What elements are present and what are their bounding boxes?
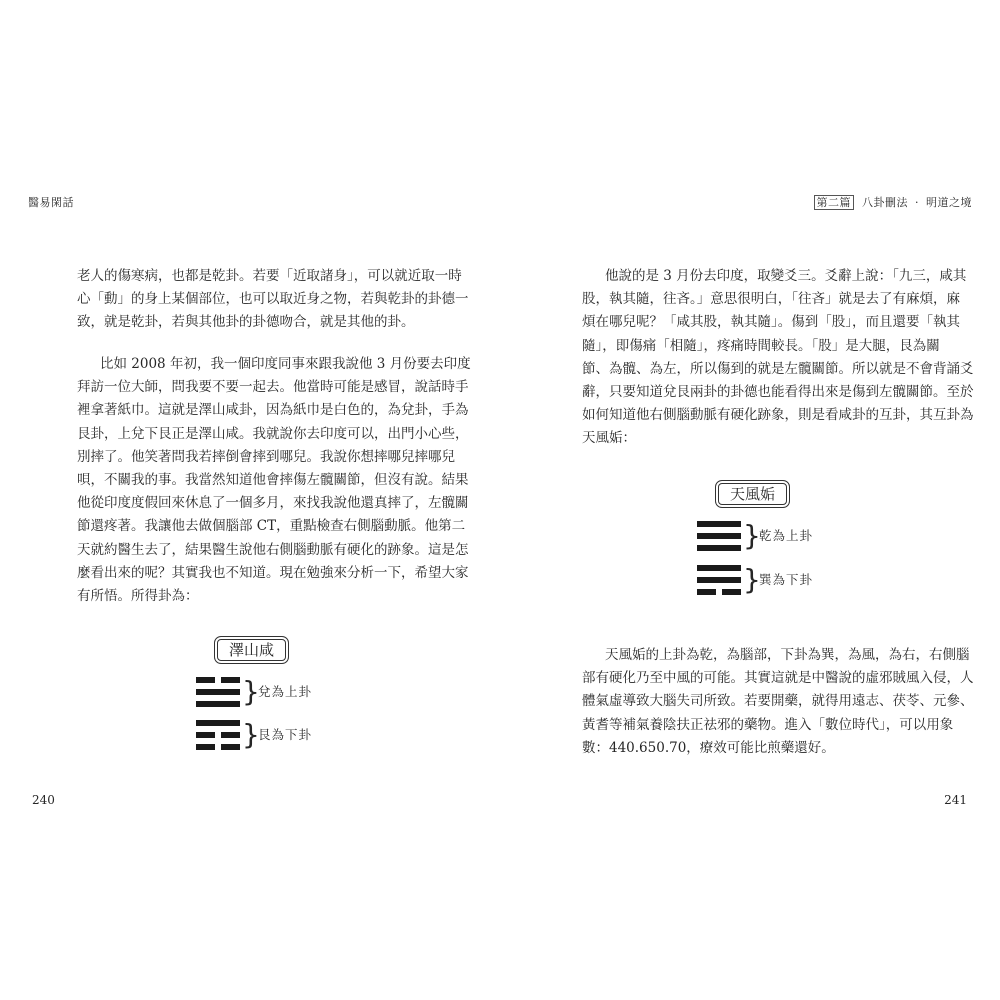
yao-segment (221, 677, 240, 683)
text-line: 天風姤的上卦為乾，為腦部，下卦為巽，為風，為右，右側腦 (605, 647, 970, 663)
hexagram-xian (196, 636, 356, 756)
chapter-subtitle: 明道之境 (926, 196, 972, 209)
text-line: 天就約醫生去了，結果醫生說他右側腦動脈有硬化的跡象。這是怎 (77, 541, 469, 558)
yang-line (697, 577, 741, 583)
text-line: 節還疼著。我讓他去做個腦部 CT，重點檢查右側腦動脈。他第二 (77, 518, 466, 535)
yang-line (697, 545, 741, 551)
lower-trigram-label: 艮為下卦 (258, 727, 313, 742)
hexagram-gou (697, 480, 857, 600)
yao-segment (196, 732, 215, 738)
yin-line (196, 744, 240, 750)
left-paragraph-2 (77, 353, 471, 608)
hexagram-title: 天風姤 (715, 480, 790, 508)
text-line: 比如 2008 年初，我一個印度同事來跟我說他 3 月份要去印度 (100, 356, 471, 372)
yao-segment (221, 744, 240, 750)
yao-segment (697, 521, 741, 527)
yao-segment (196, 689, 240, 695)
yao-segment (697, 589, 716, 595)
yang-line (196, 689, 240, 695)
chapter-label: 第二篇 (814, 195, 855, 210)
left-paragraph-1 (77, 265, 469, 335)
text-line: 辭，只要知道兌艮兩卦的卦德也能看得出來是傷到左髖關節。至於 (582, 384, 974, 401)
chapter-title: 八卦刪法 (862, 196, 908, 209)
brace-mark: } (242, 718, 260, 751)
yao-segment (697, 545, 741, 551)
right-paragraph-2 (582, 644, 974, 760)
yao-segment (722, 589, 741, 595)
yang-line (196, 720, 240, 726)
yin-line (697, 589, 741, 595)
page-number: 240 (32, 793, 55, 807)
text-line: 部有硬化乃至中風的可能。其實這就是中醫說的虛邪賊風入侵，人 (582, 670, 974, 687)
text-line: 隨」，即傷痛「相隨」，疼痛時間較長。「股」是大腿，艮為關 (582, 337, 940, 354)
yao-segment (221, 732, 240, 738)
yao-segment (697, 577, 741, 583)
yang-line (697, 521, 741, 527)
yang-line (697, 533, 741, 539)
text-line: 別摔了。他笑著問我若摔倒會摔到哪兒。我說你想摔哪兒摔哪兒 (77, 448, 455, 465)
text-line: 節、為髖、為左，所以傷到的就是左髖關節。所以就是不會背誦爻 (582, 360, 974, 377)
text-line: 老人的傷寒病，也都是乾卦。若要「近取諸身」，可以就近取一時 (77, 268, 462, 284)
text-line: 麼看出來的呢？其實我也不知道。現在勉強來分析一下，希望大家 (77, 564, 469, 581)
text-line: 致，就是乾卦，若與其他卦的卦德吻合，就是其他的卦。 (77, 314, 415, 331)
text-line: 煩在哪兒呢？「咸其股，執其隨」。傷到「股」，而且還要「執其 (582, 314, 960, 331)
text-line: 黃耆等補氣養陰扶正祛邪的藥物。進入「數位時代」，可以用象 (582, 716, 954, 733)
text-line: 裡拿著紙巾。這就是澤山咸卦，因為紙巾是白色的，為兌卦，手為 (77, 402, 469, 419)
upper-trigram-label: 兌為上卦 (258, 684, 313, 699)
text-line: 體氣虛導致大腦失司所致。若要開藥，就得用遠志、茯苓、元參、 (582, 693, 974, 710)
upper-trigram (697, 521, 741, 551)
separator: · (915, 196, 919, 209)
hexagram-title: 澤山咸 (214, 636, 289, 664)
text-line: 天風姤： (582, 430, 636, 447)
yao-segment (196, 720, 240, 726)
text-line: 心「動」的身上某個部位，也可以取近身之物，若與乾卦的卦德一 (77, 291, 469, 308)
lower-trigram (697, 565, 741, 595)
yao-segment (697, 533, 741, 539)
text-line: 如何知道他右側腦動脈有硬化跡象，則是看咸卦的互卦，其互卦為 (582, 407, 974, 424)
yao-segment (697, 565, 741, 571)
yao-segment (196, 701, 240, 707)
brace-mark: } (242, 675, 260, 708)
upper-trigram-label: 乾為上卦 (759, 528, 814, 543)
text-line: 唄，不關我的事。我當然知道他會摔傷左髖關節，但沒有說。結果 (77, 472, 469, 489)
yang-line (196, 701, 240, 707)
lower-trigram (196, 720, 240, 750)
text-line: 他說的是 3 月份去印度，取變爻三。爻辭上說：「九三，咸其 (605, 268, 967, 284)
text-line: 數：440.650.70，療效可能比煎藥還好。 (582, 739, 835, 756)
yin-line (196, 677, 240, 683)
yang-line (697, 565, 741, 571)
brace-mark: } (743, 519, 761, 552)
page-number: 241 (944, 793, 967, 807)
lower-trigram-label: 巽為下卦 (759, 572, 814, 587)
text-line: 拜訪一位大師，問我要不要一起去。他當時可能是感冒，說話時手 (77, 379, 469, 396)
yin-line (196, 732, 240, 738)
text-line: 有所悟。所得卦為： (77, 588, 199, 605)
text-line: 股，執其隨，往吝。」意思很明白，「往吝」就是去了有麻煩，麻 (582, 291, 960, 308)
upper-trigram (196, 677, 240, 707)
running-head-book-title: 醫易閑話 (28, 196, 74, 209)
right-paragraph-1 (582, 265, 974, 451)
running-head-chapter (814, 194, 973, 210)
text-line: 他從印度度假回來休息了一個多月，來找我說他還真摔了，左髖關 (77, 495, 469, 512)
yao-segment (196, 677, 215, 683)
right-page (500, 0, 1000, 1000)
yao-segment (196, 744, 215, 750)
brace-mark: } (743, 563, 761, 596)
text-line: 艮卦，上兌下艮正是澤山咸。我就說你去印度可以，出門小心些， (77, 425, 469, 442)
